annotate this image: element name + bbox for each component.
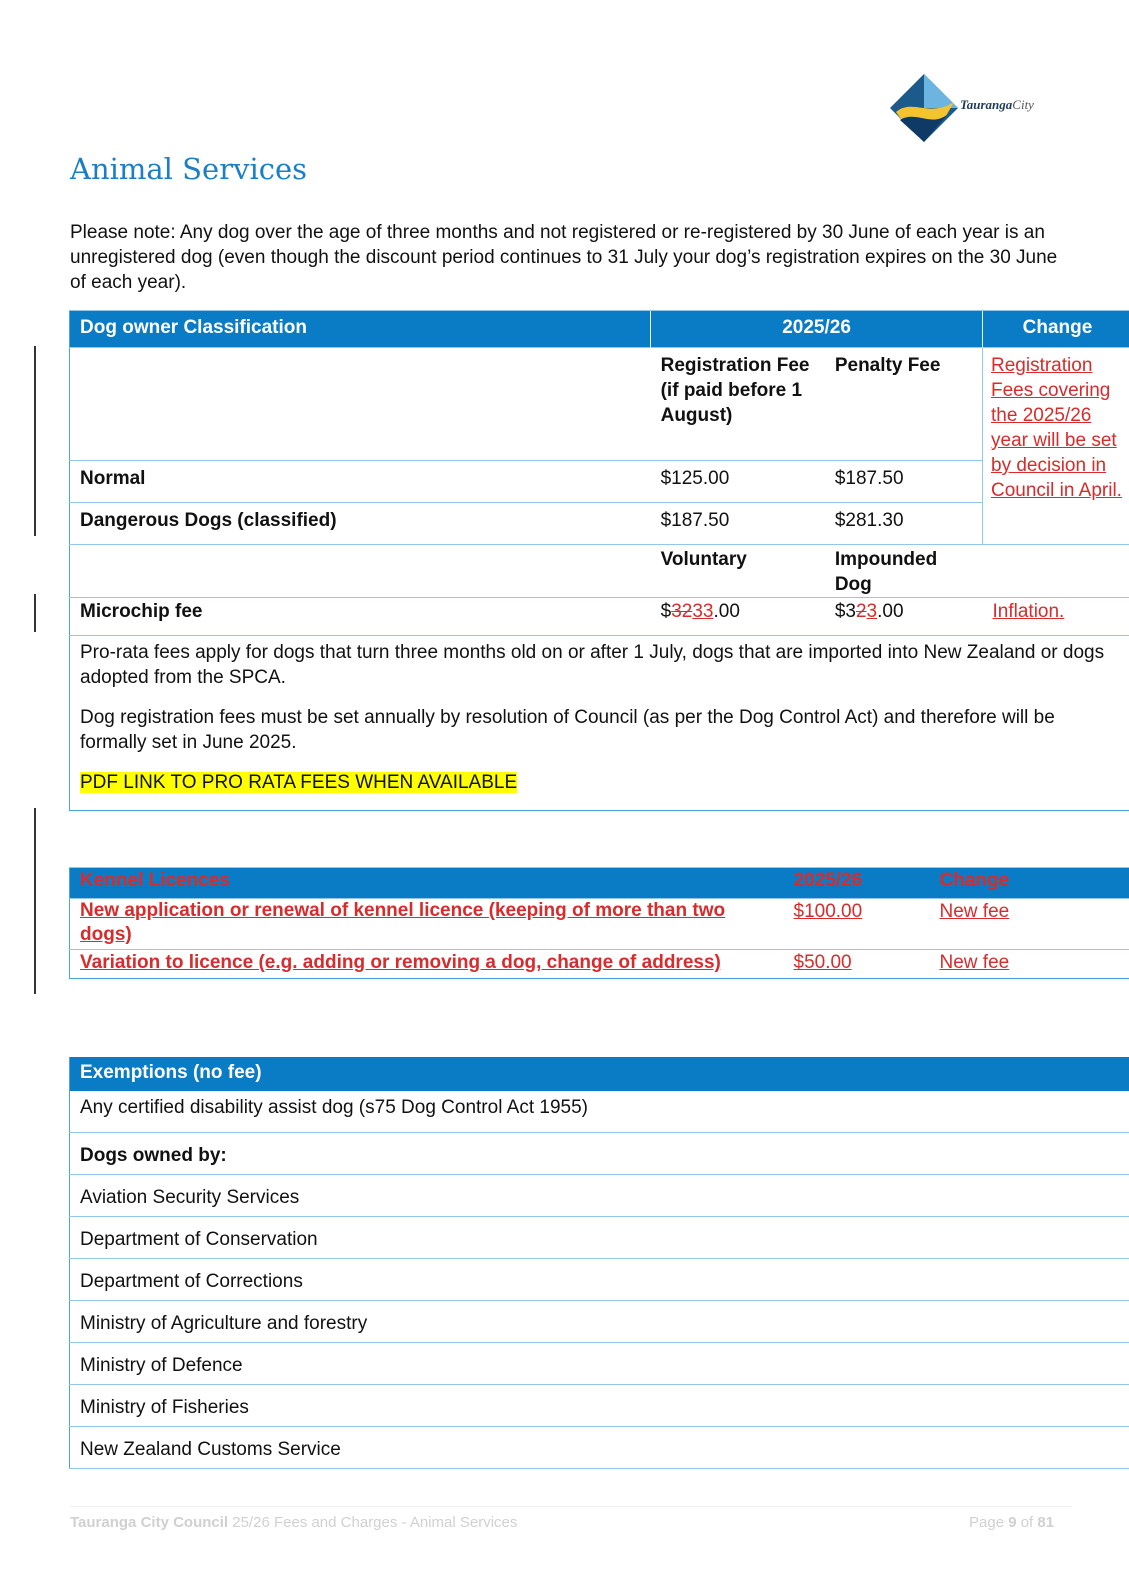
table-row	[70, 950, 1129, 979]
change-note: Registration Fees covering the 2025/26 year will be set by decision in Council in April.	[983, 348, 1129, 545]
footer-doc: 25/26 Fees and Charges - Animal Services	[228, 1514, 518, 1531]
subheader-penalty: Penalty Fee	[825, 348, 983, 461]
table-subheader-row	[70, 545, 1129, 598]
microchip-change: Inflation.	[983, 598, 1129, 636]
row-registration: $125.00	[651, 461, 825, 503]
microchip-impounded: $323.00	[825, 598, 983, 636]
notes-cell	[70, 636, 1129, 811]
table-header-row	[70, 311, 1129, 348]
kennel-row-fee: $100.00	[784, 899, 930, 950]
list-item	[70, 1301, 1129, 1343]
kennel-row-fee: $50.00	[784, 950, 930, 979]
microchip-row	[70, 598, 1129, 636]
owner-item: Ministry of Fisheries	[70, 1385, 1129, 1427]
new-value: 33	[692, 601, 714, 622]
table-header-row	[70, 868, 1129, 899]
empty-cell	[70, 348, 651, 461]
microchip-voluntary: $3233.00	[651, 598, 825, 636]
header-change: Change	[930, 868, 1129, 899]
old-value: 2	[855, 601, 867, 622]
logo-diamond-icon	[888, 72, 960, 144]
subheader-voluntary: Voluntary	[651, 545, 825, 598]
owner-item: Department of Corrections	[70, 1259, 1129, 1301]
header-change: Change	[983, 311, 1129, 348]
dog-fees-table	[69, 310, 1129, 811]
subheader-impounded: Impounded Dog	[825, 545, 983, 598]
owner-item: Aviation Security Services	[70, 1175, 1129, 1217]
page-title: Animal Services	[70, 152, 308, 186]
notes-row	[70, 636, 1129, 811]
logo-wordmark: TaurangaCity	[960, 97, 1034, 112]
row-label: Dangerous Dogs (classified)	[70, 503, 651, 545]
tauranga-city-logo	[888, 72, 1063, 144]
header-year: 2025/26	[784, 868, 930, 899]
old-value: 32	[671, 601, 693, 622]
list-item	[70, 1175, 1129, 1217]
intro-note: Please note: Any dog over the age of three months and not registered or re-registered by 30 June of each year is an unregistered dog (even though the discount period continues to 31 July your dog’s registration expires on the 30 June of each year).	[70, 222, 1058, 293]
owned-by-label: Dogs owned by:	[70, 1133, 1129, 1175]
registration-note: Dog registration fees must be set annually by resolution of Council (as per the Dog Control Act) and therefore will be formally set in June 2025.	[80, 707, 1055, 753]
kennel-row-label: Variation to licence (e.g. adding or removing a dog, change of address)	[70, 950, 784, 979]
kennel-row-label: New application or renewal of kennel licence (keeping of more than two dogs)	[70, 899, 784, 950]
list-item	[70, 1385, 1129, 1427]
list-item	[70, 1427, 1129, 1469]
new-value: 3	[866, 601, 878, 622]
footer-org: Tauranga City Council	[70, 1514, 229, 1531]
exemption-item: Any certified disability assist dog (s75 Dog Control Act 1955)	[70, 1091, 1129, 1133]
owner-item: Ministry of Defence	[70, 1343, 1129, 1385]
pro-rata-note: Pro-rata fees apply for dogs that turn three months old on or after 1 July, dogs that are imported into New Zealand or dogs adopted from the SPCA.	[80, 642, 1105, 688]
owner-item: Department of Conservation	[70, 1217, 1129, 1259]
page-number: Page 9 of 81	[969, 1514, 1055, 1531]
list-item	[70, 1259, 1129, 1301]
exemptions-table	[69, 1057, 1129, 1469]
row-registration: $187.50	[651, 503, 825, 545]
header-kennel: Kennel Licences	[70, 868, 784, 899]
list-item	[70, 1133, 1129, 1175]
row-label: Normal	[70, 461, 651, 503]
list-item	[70, 1217, 1129, 1259]
subheader-registration: Registration Fee (if paid before 1 August)	[651, 348, 825, 461]
kennel-row-change: New fee	[930, 899, 1129, 950]
table-header-row	[70, 1057, 1129, 1091]
table-row	[70, 503, 1129, 545]
empty-cell	[983, 545, 1129, 598]
header-classification: Dog owner Classification	[70, 311, 651, 348]
row-penalty: $187.50	[825, 461, 983, 503]
list-item	[70, 1091, 1129, 1133]
header-year: 2025/26	[651, 311, 983, 348]
table-row	[70, 899, 1129, 950]
change-bar	[34, 808, 36, 994]
list-item	[70, 1343, 1129, 1385]
footer-divider	[70, 1506, 1072, 1507]
owner-item: New Zealand Customs Service	[70, 1427, 1129, 1469]
microchip-label: Microchip fee	[70, 598, 651, 636]
change-bar	[34, 594, 36, 632]
header-exemptions: Exemptions (no fee)	[70, 1057, 1129, 1091]
row-penalty: $281.30	[825, 503, 983, 545]
empty-cell	[70, 545, 651, 598]
kennel-licences-table	[69, 867, 1129, 979]
kennel-row-change: New fee	[930, 950, 1129, 979]
change-bar	[34, 346, 36, 536]
pdf-link-placeholder: PDF LINK TO PRO RATA FEES WHEN AVAILABLE	[80, 772, 518, 793]
table-subheader-row	[70, 348, 1129, 461]
table-row	[70, 461, 1129, 503]
owner-item: Ministry of Agriculture and forestry	[70, 1301, 1129, 1343]
footer-text	[70, 1514, 517, 1531]
